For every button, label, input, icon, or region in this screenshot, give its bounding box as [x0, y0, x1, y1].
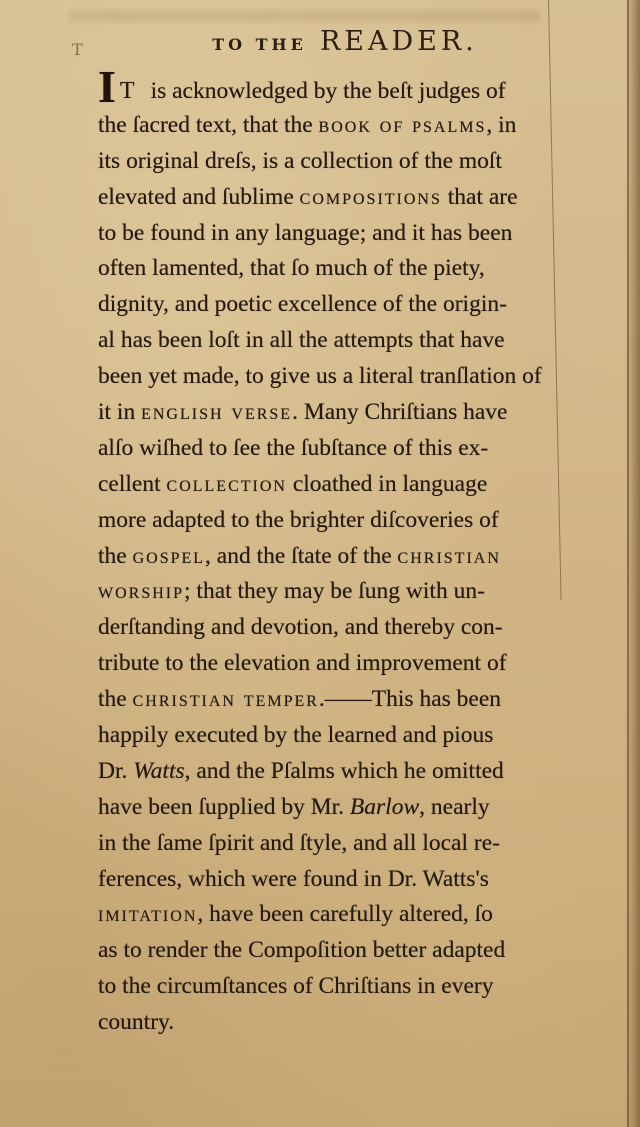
small-caps-phrase: compositions	[299, 183, 442, 210]
text-line	[98, 1005, 618, 1041]
text-line	[98, 646, 618, 682]
text-line	[98, 610, 618, 646]
text-run: to be found in any language; and it has been	[98, 219, 513, 246]
small-caps-phrase: imitation	[98, 901, 198, 928]
text-run: ferences, which were found in Dr. Watts's	[98, 865, 489, 892]
text-run: al has been loſt in all the attempts that have	[98, 327, 505, 354]
text-run: cloathed in language	[286, 470, 488, 497]
text-run: , and the Pſalms which he omitted	[184, 757, 504, 784]
text-line	[98, 61, 618, 112]
text-run: the	[98, 686, 133, 713]
text-run: have been ſupplied by Mr.	[98, 793, 350, 820]
text-run: that are	[441, 183, 518, 210]
text-run: , in	[486, 111, 517, 138]
text-line	[98, 503, 618, 539]
text-run: in the ſame ſpirit and ſtyle, and all local re-	[98, 829, 500, 856]
text-run: often lamented, that ſo much of the piety,	[98, 255, 485, 282]
text-line	[98, 216, 618, 252]
text-run: derſtanding and devotion, and thereby con-	[98, 614, 503, 641]
text-run: is acknowledged by the beſt judges of	[150, 78, 506, 104]
text-line	[98, 969, 618, 1005]
text-line	[98, 359, 618, 395]
text-run: been yet made, to give us a literal tranſlation of	[98, 363, 542, 390]
text-line	[98, 108, 618, 144]
text-line	[98, 287, 618, 323]
text-line	[98, 862, 618, 898]
body-text	[98, 61, 618, 1041]
drop-cap-continuation: T	[119, 78, 135, 104]
text-run: , and the ſtate of the	[205, 542, 398, 569]
small-caps-phrase: english verse	[141, 399, 293, 426]
text-run: country.	[98, 1009, 175, 1036]
text-run: cellent	[98, 470, 167, 497]
text-line	[98, 467, 618, 503]
text-line	[98, 539, 618, 575]
drop-cap: I	[98, 61, 116, 112]
text-line	[98, 431, 618, 467]
text-run: as to render the Compoſition better adapted	[98, 937, 506, 964]
text-run: .——This has been	[318, 686, 502, 713]
text-line	[98, 574, 618, 610]
small-caps-phrase: christian temper	[132, 686, 319, 713]
text-line	[98, 754, 618, 790]
small-caps-phrase: christian	[397, 542, 501, 569]
text-run: its original dreſs, is a collection of the moſt	[98, 147, 502, 174]
text-run: tribute to the elevation and improvement of	[98, 650, 507, 677]
text-run: , nearly	[419, 793, 490, 820]
text-line	[98, 144, 618, 180]
text-run: more adapted to the brighter diſcoveries of	[98, 506, 499, 533]
running-head	[0, 26, 640, 57]
small-caps-phrase: book of psalms	[318, 111, 487, 138]
text-run: happily executed by the learned and pious	[98, 722, 494, 749]
page-gutter-shadow	[626, 0, 640, 1127]
text-run: elevated and ſublime	[98, 183, 300, 210]
text-run: it in	[98, 399, 142, 426]
text-line	[98, 790, 618, 826]
italic-name: Barlow	[349, 793, 420, 820]
text-run: , have been carefully altered, ſo	[197, 901, 493, 928]
text-line	[98, 933, 618, 969]
text-line	[98, 718, 618, 754]
running-head-title: READER.	[319, 26, 478, 57]
text-line	[98, 826, 618, 862]
italic-name: Watts	[133, 757, 185, 784]
text-run: alſo wiſhed to ſee the ſubſtance of this ex-	[98, 434, 489, 461]
text-run: to the circumſtances of Chriſtians in every	[98, 973, 494, 1000]
text-line	[98, 251, 618, 287]
text-run: the	[98, 542, 133, 569]
text-run: ; that they may be ſung with un-	[184, 578, 485, 605]
show-through-text	[70, 10, 540, 22]
running-head-prefix: TO THE	[212, 35, 307, 54]
small-caps-phrase: collection	[166, 470, 287, 497]
margin-pencil-mark: T	[72, 40, 83, 59]
text-run: Dr.	[98, 757, 134, 784]
small-caps-phrase: worship	[98, 578, 185, 605]
small-caps-phrase: gospel	[132, 542, 206, 569]
text-run: the ſacred text, that the	[98, 111, 319, 138]
text-line	[98, 897, 618, 933]
text-line	[98, 323, 618, 359]
text-line	[98, 395, 618, 431]
text-line	[98, 180, 618, 216]
text-run: dignity, and poetic excellence of the origin-	[98, 291, 507, 318]
text-run: . Many Chriſtians have	[292, 399, 508, 426]
text-line	[98, 682, 618, 718]
